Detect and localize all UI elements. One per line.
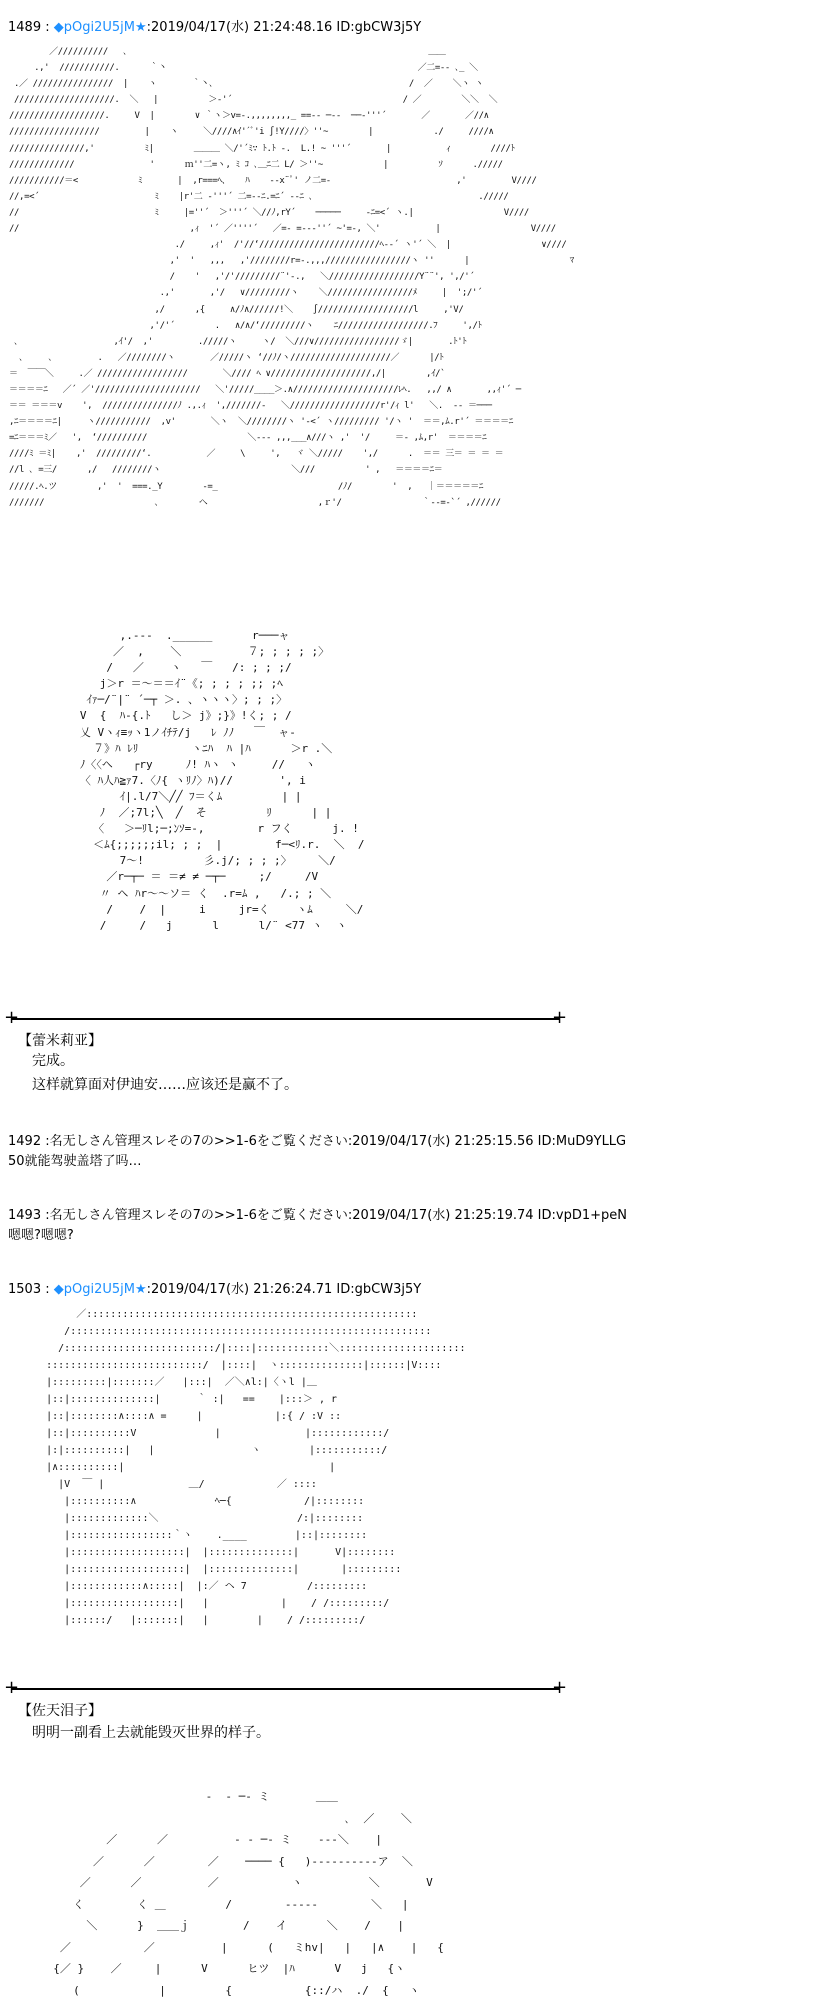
ascii-art-figure: ‐ ‐ ─‐ ミ ＿＿ ､ ／ ＼ ／ ／ ‐ ‐ ─‐ ミ ‐‐‐＼ | ／ ／ ／ ──── { )‐‐‐‐‐‐‐‐‐‐ア ＼ ／ ／ ／ ヽ ＼ V く く ＿ / ‐‐‐‐‐ ＼ | ＼ } ＿＿ｊ / イ ＼ / | ／ ／ | ( ミhv| | |∧ | { {／ } ／ | V ヒツ |ﾊ V j {ヽ ( | { {::/ハ ./ { ヽ xyxy=(53,1790,444,1997)
tripcode-link[interactable]: ◆pOgi2U5jM xyxy=(53,20,135,35)
dialog-line: 完成。 xyxy=(32,1053,74,1069)
dialog-divider xyxy=(12,1018,560,1020)
divider-cross-right: + xyxy=(552,1677,568,1698)
post-header-1492: 1492 :名无しさん管理スレその7の>>1-6をご覧ください:2019/04/17(水) 21:25:15.56 ID:MuD9YLLG xyxy=(8,1134,627,1149)
star-icon: ★ xyxy=(134,1282,147,1297)
star-icon: ★ xyxy=(134,20,147,35)
speaker-label: 【佐天泪子】 xyxy=(18,1703,102,1719)
divider-cross-left: + xyxy=(4,1007,20,1028)
post-header-1503 xyxy=(8,1278,421,1297)
post-number: 1489 xyxy=(8,20,42,35)
ascii-art-remilia: ,.‐‐‐ .______ r───ャ ／ , ＼ ７; ; ; ; ;〉 / ／ ヽ ￣ /: ; ; ;/ j＞r ＝～＝＝ｲ¨《; ; ; ; ;; ;ﾍ ｲｧ─/¨|¨ ´─┬ ＞. 、ヽヽヽ〉; ; ;〉 V { ﾊ-{.ﾄ し＞ j》;}》!く; ; / 乂 Vヽｨ≡ｯヽ1ノｲﾁﾃ/j ﾚ ﾉﾉ ￣ ャ- ７》ﾊ ﾚﾘ ヽﾆﾊ ﾊ |ﾊ ＞r .＼ ﾉ〈〈ヘ ┌ry ﾉ! ﾊヽ ヽ // ヽ 〈 ﾊ人ﾊ≧ｧ7.〈ﾉ{ ヽﾘﾉ〉ﾊ)// ', i ｲ|.l/7＼╱╱ ﾌ＝くﾑ | | ﾉ ／;7l;╲ ╱ そ ﾘ | | 〈 ＞─ﾘl;─;ﾝｿ=-, r フく j. ! ＜ﾑ{;;;;;;il; ; ; | f─<ﾘ.r. ＼ / 7～! 彡.j/; ; ; ;〉 ＼/ ／r─┬─ ＝ ＝≠ ≠ ─┬─ ;/ /V 〃 ヘ ﾊr～～ソ＝ く .r=ﾑ , /.; ; ＼ / / | i jr=く ヽﾑ ＼/ / / j l l/¨ <77 ヽ ヽ xyxy=(79,629,365,932)
post-number: 1503 xyxy=(8,1282,42,1297)
ascii-art-dragon: ／////////// ､ ＿＿ .,' ///////////. ｀丶 ／二=-‐ ､_ ＼ .／ //////////////// | ヽ ｀丶､ / ／ ＼ヽ ヽ ////////////////////. ＼ | ＞‐'´ / ／ ＼＼ ＼ ///////////////////. V | ∨ ｀ヽ＞v=‐.,,,,,,,,_ ==‐‐ ─‐‐ ──‐'''´ ／ ／//∧ ////////////////// | ヽ ＼////∧ｲ'´ﾞ'i ∫!Y////〉''~ | ./ ////∧ ///////////////,' ﾐ| ＿＿＿ ＼/'´ﾐ∵ ﾄ.ﾄ -. L.! ~ '''´ | ｨ ////ﾄ ///////////// ' ｍ''二=ヽ, ﾐ ｺ ､＿ﾆ二 L/ ＞''~ | ｿ .///// ///////////＝< ﾐ | ,r===ﾍ、 ﾊ ‐‐x¨ﾟ' ノ二=‐ ,' V//// //,=<´ ﾐ |r'二 ‐'''´ 二=-‐ﾆ.=ﾆ´ ‐‐ﾆ ､ .///// // ﾐ |=''´ ＞'''´ ＼//ﾉ,rY´ ───── ‐ﾆ=<´ ヽ.| V//// // ,ｨ '´ ／''''´ ／=‐ =‐‐‐''´ ~'=-, ＼' | V//// ./ ,ｨ' /'//‘////////////////////////ﾍ-‐´ ヽ'´ ＼ | ∨//// ,' ' ,,, ,'////////r=‐.,,,/////////////////ヽ '' | ﾏ / ' ,'/'/////////¨'‐., ＼//////////////////Y¨¨', ',/'´ .,' ,'/ ∨/////////ヽ ＼/////////////////ﾒ | ';/'´ ,/ ,{ ∧/ﾉ∧//////!＼ ∫///////////////////l ,'V/ ,'/'´ . ∧/∧/‘/////////ヽ ﾆ//////////////////.ﾌ ',/ﾄ ､ ,ｲ'/ ,' ./////ヽ ヽ/ ＼///∨/////////////////ゞ| .ﾄ'ﾄ ､ ､ . ／////////ヽ ／/////ヽ ‘//ﾉ/ヽ////////////////////／ |/ﾄ ＝ ￣￣＼ .／ ////////////////// ＼//// ﾍ ∨////////////////////,/| ,ｲ/` ＝＝＝＝ﾆ ／´ ／'///////////////////// ＼'/////____＞.∧/////////////////////ﾚﾍ. ,,/ ∧ ,,ｨ'´ ─ ＝＝ ＝＝＝v ', ///////////////ﾉ .,.ｨ ',///////‐ ＼//////////////////r'/ｨ l' ＼. ‐‐ ＝─── ,ﾆ＝＝＝＝ﾆ| ヽ/////////// ,v' ＼ヽ ＼////////ヽ '‐<´ ヽ///////// '/ヽ ' ＝＝,ﾑ.r'´ ＝＝＝＝ﾆ =ﾆ＝＝＝ﾐ／ ', ‘////////// ＼‐‐‐ ,,,___∧///ヽ ,' '/ ＝- ,ﾑ,r' ＝＝＝＝ﾆ ////ﾐ ＝ﾐ| ,' /////////‘. ／ \ ', ヾ ＼///// ',/ . ＝＝ 三＝ ＝ ＝ ＝ //l ､ =三/ ,/ ////////ヽ ＼/// ' , ＝＝＝＝ﾆ＝ /////.ﾍ.ツ ,' ' ===._Y ‐=_ /ﾉ/ ' , ｜＝＝＝＝＝ﾆ /////// ､ ヘ ,ｒ'/ ｀‐‐=‐`´ ,////// xyxy=(9,47,574,508)
dialog-line: 明明一副看上去就能毁灭世界的样子。 xyxy=(32,1725,270,1741)
post-header-1493: 1493 :名无しさん管理スレその7の>>1-6をご覧ください:2019/04/17(水) 21:25:19.74 ID:vpD1+peN xyxy=(8,1208,627,1223)
post-separator: : xyxy=(41,1282,54,1297)
divider-cross-right: + xyxy=(552,1007,568,1028)
post-meta: :2019/04/17(水) 21:24:48.16 ID:gbCW3j5Y xyxy=(146,20,422,35)
dialog-line: 这样就算面对伊迪安……应该还是赢不了。 xyxy=(32,1077,298,1093)
ascii-art-saten: ／::::::::::::::::::::::::::::::::::::::::::::::::::::::: /:::::::::::::::::::::::::::::::::::::::::::::::::::::::::::: /:::::::::::::::::::::::::/|::::|::::::::::::＼::::::::::::::::::::: ::::::::::::::::::::::::::/ |::::| ヽ::::::::::::::|::::::|V:::: |:::::::::|:::::::／ |:::| ／＼∧l:|〈ヽl |＿ |::|::::::::::::::| ｀ :| == |:::＞ , r |::|::::::::∧::::∧ = | |:{ / :V :: |::|::::::::::V | |::::::::::::/ |:|::::::::::| | ヽ |:::::::::::/ |∧::::::::::| | |V ￣ | ＿/ ／ :::: |::::::::::∧ ﾍ─{ /|:::::::: |:::::::::::::＼ /:|:::::::: |:::::::::::::::::｀ヽ .____ |::|:::::::: |:::::::::::::::::::| |::::::::::::::| V|:::::::: |:::::::::::::::::::| |::::::::::::::| |::::::::: |::::::::::::∧:::::| |:／ ヘ 7 /::::::::: |::::::::::::::::::| | | / /:::::::::/ |::::::/ |:::::::| | | / /:::::::::/ xyxy=(46,1309,466,1626)
divider-cross-left: + xyxy=(4,1677,20,1698)
dialog-divider xyxy=(12,1688,560,1690)
post-meta: :2019/04/17(水) 21:26:24.71 ID:gbCW3j5Y xyxy=(146,1282,422,1297)
post-header-1489 xyxy=(8,16,421,35)
tripcode-link[interactable]: ◆pOgi2U5jM xyxy=(53,1282,135,1297)
post-body-1493: 嗯嗯?嗯嗯? xyxy=(8,1228,74,1243)
post-body-1492: 50就能驾驶盖塔了吗… xyxy=(8,1154,142,1169)
post-separator: : xyxy=(41,20,54,35)
speaker-label: 【蕾米莉亚】 xyxy=(18,1033,102,1049)
